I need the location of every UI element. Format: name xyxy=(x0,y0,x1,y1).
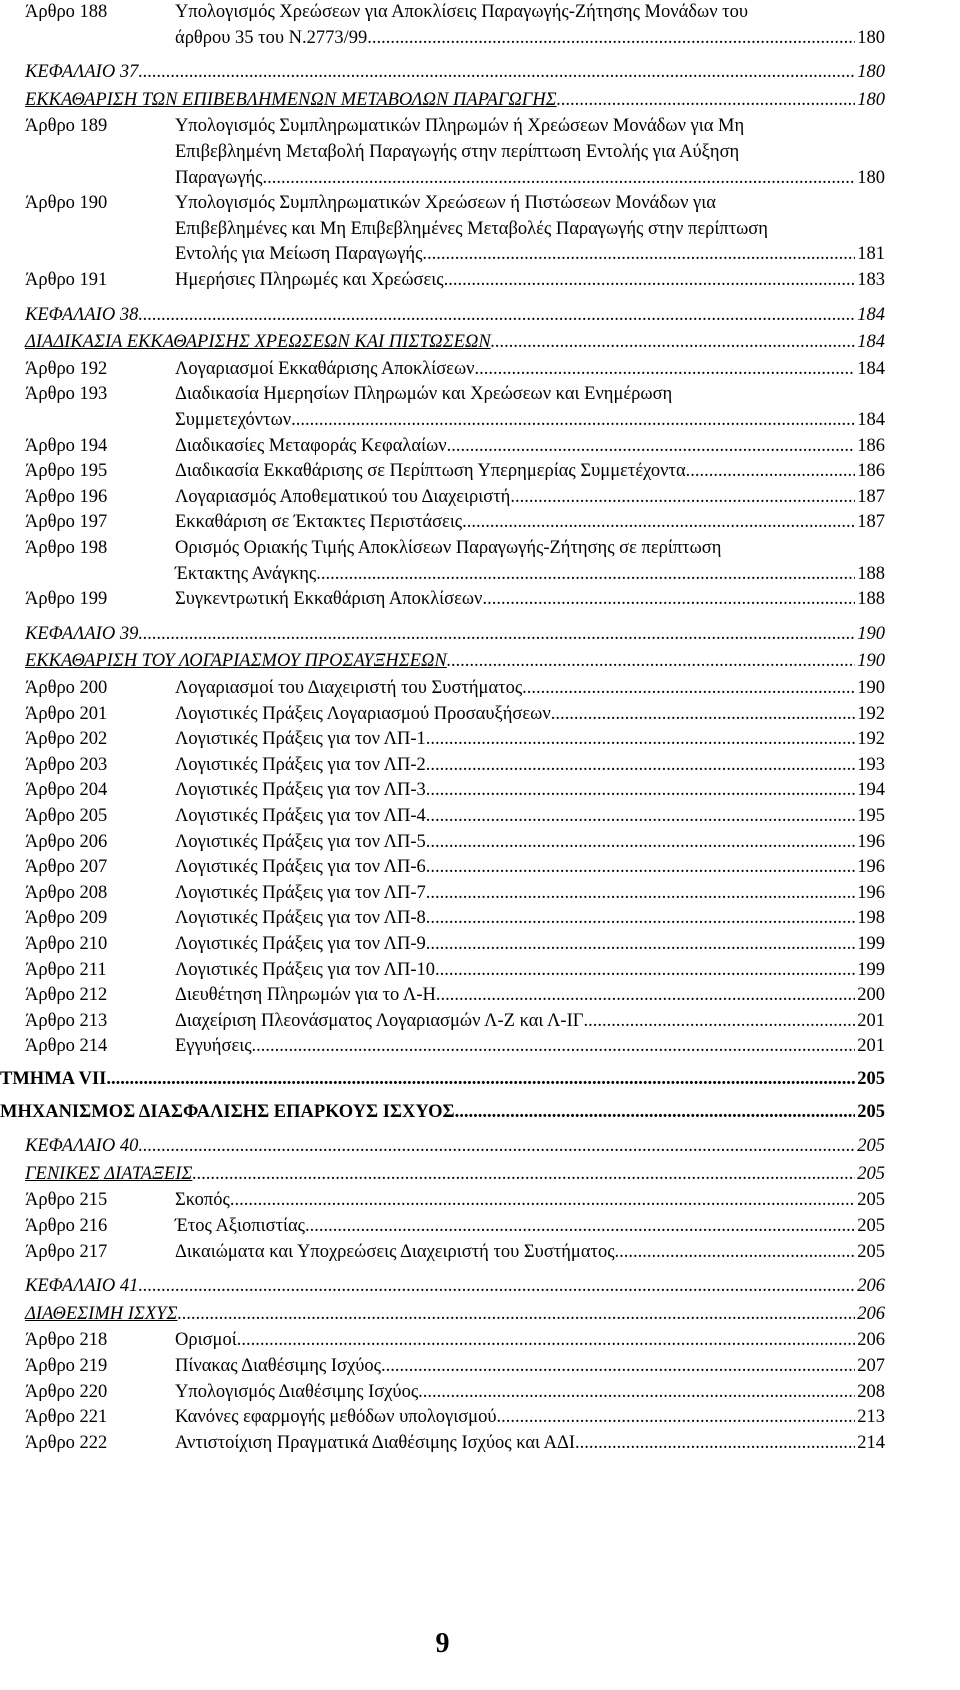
article-number: Άρθρο 212 xyxy=(25,985,108,1006)
dot-leader xyxy=(426,830,855,855)
entry-page-number: 196 xyxy=(857,882,885,903)
entry-leader-line xyxy=(175,855,885,880)
article-number: Άρθρο 208 xyxy=(25,882,108,903)
entry-page-number: 180 xyxy=(857,62,885,83)
article-number: Άρθρο 222 xyxy=(25,1432,108,1453)
entry-leader-line xyxy=(175,881,885,906)
entry-leader-line xyxy=(175,1214,885,1239)
dot-leader xyxy=(426,804,855,829)
dot-leader xyxy=(491,330,856,355)
entry-leader-line xyxy=(25,622,885,647)
entry-page-number: 190 xyxy=(857,623,885,644)
entry-page-number: 188 xyxy=(857,563,885,584)
entry-page-number: 196 xyxy=(857,857,885,878)
dot-leader xyxy=(252,1034,856,1059)
entry-title: ΤΜΗΜΑ VII xyxy=(0,1069,107,1089)
entry-title: Λογιστικές Πράξεις για τον ΛΠ-1 xyxy=(175,729,426,750)
entry-title: ΚΕΦΑΛΑΙΟ 39. xyxy=(25,623,143,644)
entry-page-number: 180 xyxy=(857,167,885,188)
entry-leader-line xyxy=(175,434,885,459)
entry-title: Κανόνες εφαρμογής μεθόδων υπολογισμού xyxy=(175,1407,497,1428)
entry-page-number: 205 xyxy=(857,1241,885,1262)
entry-title: Παραγωγής xyxy=(175,167,263,188)
dot-leader xyxy=(237,1328,856,1353)
entry-title-line: Διαδικασία Ημερησίων Πληρωμών και Χρεώσεων και Ενημέρωση xyxy=(175,384,673,405)
entry-page-number: 195 xyxy=(857,806,885,826)
article-number: Άρθρο 199 xyxy=(25,589,108,610)
entry-page-number: 180 xyxy=(857,89,885,110)
entry-title: Λογιστικές Πράξεις Λογαριασμού Προσαυξήσεων xyxy=(175,703,551,724)
entry-title: Λογιστικές Πράξεις για τον ΛΠ-6 xyxy=(175,857,426,878)
dot-leader xyxy=(557,88,856,113)
article-number: Άρθρο 205 xyxy=(25,806,108,826)
entry-leader-line xyxy=(25,88,885,113)
entry-page-number: 205 xyxy=(857,1136,885,1157)
dot-leader xyxy=(551,702,856,727)
entry-page-number: 184 xyxy=(857,304,885,325)
entry-page-number: 184 xyxy=(857,358,885,379)
article-number: Άρθρο 197 xyxy=(25,512,108,533)
entry-title: Έκτακτης Ανάγκης xyxy=(175,563,317,584)
dot-leader xyxy=(192,1162,855,1187)
article-number: Άρθρο 219 xyxy=(25,1356,108,1376)
entry-leader-line xyxy=(175,166,885,191)
entry-title: Λογαριασμοί του Διαχειριστή του Συστήματος xyxy=(175,678,523,698)
entry-page-number: 205 xyxy=(857,1069,885,1089)
entry-title: ΕΚΚΑΘΑΡΙΣΗ ΤΩΝ ΕΠΙΒΕΒΛΗΜΕΝΩΝ ΜΕΤΑΒΟΛΩΝ ΠΑΡΑΓΩΓΗΣ xyxy=(25,89,557,110)
entry-leader-line xyxy=(25,303,885,328)
entry-leader-line xyxy=(175,727,885,752)
article-number: Άρθρο 191 xyxy=(25,270,108,290)
article-number: Άρθρο 210 xyxy=(25,934,108,954)
entry-page-number: 208 xyxy=(857,1381,885,1402)
entry-title: ΕΚΚΑΘΑΡΙΣΗ ΤΟΥ ΛΟΓΑΡΙΑΣΜΟΥ ΠΡΟΣΑΥΞΗΣΕΩΝ xyxy=(25,651,447,672)
entry-page-number: 213 xyxy=(857,1407,885,1428)
entry-leader-line xyxy=(175,562,885,587)
entry-leader-line xyxy=(175,1009,885,1034)
entry-title: Λογιστικές Πράξεις για τον ΛΠ-9 xyxy=(175,934,426,954)
entry-page-number: 205 xyxy=(857,1190,885,1211)
entry-title: Διαχείριση Πλεονάσματος Λογαριασμών Λ-Ζ και Λ-ΙΓ xyxy=(175,1010,584,1031)
entry-page-number: 206 xyxy=(857,1276,885,1297)
dot-leader xyxy=(436,983,855,1008)
entry-title: Πίνακας Διαθέσιμης Ισχύος xyxy=(175,1356,381,1376)
entry-page-number: 205 xyxy=(857,1216,885,1236)
dot-leader xyxy=(444,268,856,293)
dot-leader xyxy=(177,1302,855,1327)
article-number: Άρθρο 218 xyxy=(25,1330,108,1351)
article-number: Άρθρο 207 xyxy=(25,857,108,878)
dot-leader xyxy=(426,881,855,906)
dot-leader xyxy=(316,562,855,587)
entry-leader-line xyxy=(0,1100,885,1125)
entry-title: Αντιστοίχιση Πραγματικά Διαθέσιμης Ισχύος και ΑΔΙ xyxy=(175,1432,576,1453)
article-number: Άρθρο 216 xyxy=(25,1216,108,1236)
dot-leader xyxy=(475,357,856,382)
entry-leader-line xyxy=(175,830,885,855)
entry-page-number: 199 xyxy=(857,959,885,980)
article-number: Άρθρο 190 xyxy=(25,193,108,214)
entry-title: Έτος Αξιοπιστίας xyxy=(175,1216,306,1236)
entry-page-number: 187 xyxy=(857,486,885,507)
entry-title: ΜΗΧΑΝΙΣΜΟΣ ΔΙΑΣΦΑΛΙΣΗΣ ΕΠΑΡΚΟΥΣ ΙΣΧΥΟΣ xyxy=(0,1101,455,1122)
entry-leader-line xyxy=(0,1067,885,1092)
entry-leader-line xyxy=(175,1354,885,1379)
page-number: 9 xyxy=(435,1628,450,1659)
article-number: Άρθρο 201 xyxy=(25,703,108,724)
entry-leader-line xyxy=(25,1302,885,1327)
article-number: Άρθρο 215 xyxy=(25,1190,108,1211)
entry-page-number: 192 xyxy=(857,703,885,724)
entry-leader-line xyxy=(175,958,885,983)
entry-leader-line xyxy=(25,60,885,85)
dot-leader xyxy=(230,1188,855,1213)
entry-page-number: 181 xyxy=(857,244,885,265)
entry-leader-line xyxy=(175,26,885,51)
entry-leader-line xyxy=(25,649,885,674)
entry-page-number: 184 xyxy=(857,332,885,353)
article-number: Άρθρο 214 xyxy=(25,1036,108,1057)
entry-title: Διευθέτηση Πληρωμών για το Λ-Η xyxy=(175,985,436,1006)
entry-leader-line xyxy=(175,459,885,484)
dot-leader xyxy=(426,727,855,752)
entry-title: Λογιστικές Πράξεις για τον ΛΠ-10 xyxy=(175,959,436,980)
entry-page-number: 201 xyxy=(857,1010,885,1031)
article-number: Άρθρο 204 xyxy=(25,780,108,801)
entry-title: Εντολής για Μείωση Παραγωγής xyxy=(175,244,423,265)
entry-leader-line xyxy=(175,485,885,510)
article-number: Άρθρο 196 xyxy=(25,486,108,507)
entry-leader-line xyxy=(175,1431,885,1456)
entry-title: Συγκεντρωτική Εκκαθάριση Αποκλίσεων xyxy=(175,589,483,610)
entry-page-number: 207 xyxy=(857,1356,885,1376)
entry-title: ΚΕΦΑΛΑΙΟ 38. xyxy=(25,304,143,325)
entry-title-line: Υπολογισμός Χρεώσεων για Αποκλίσεις Παραγωγής-Ζήτησης Μονάδων του xyxy=(175,2,749,22)
entry-leader-line xyxy=(175,676,885,701)
entry-title: Δικαιώματα και Υποχρεώσεις Διαχειριστή του Συστήματος xyxy=(175,1241,615,1262)
dot-leader xyxy=(291,408,855,433)
entry-leader-line xyxy=(175,1188,885,1213)
entry-leader-line xyxy=(175,702,885,727)
entry-leader-line xyxy=(25,1162,885,1187)
dot-leader xyxy=(381,1354,855,1379)
entry-page-number: 193 xyxy=(857,754,885,775)
entry-title-line: Επιβεβλημένη Μεταβολή Παραγωγής στην περίπτωση Εντολής για Αύξηση xyxy=(175,141,740,162)
article-number: Άρθρο 193 xyxy=(25,384,108,405)
article-number: Άρθρο 188 xyxy=(25,2,108,22)
dot-leader xyxy=(686,459,856,484)
dot-leader xyxy=(426,753,855,778)
article-number: Άρθρο 220 xyxy=(25,1381,108,1402)
dot-leader xyxy=(143,622,855,647)
entry-page-number: 183 xyxy=(857,270,885,290)
article-number: Άρθρο 192 xyxy=(25,358,108,379)
entry-leader-line xyxy=(25,1274,885,1299)
article-number: Άρθρο 217 xyxy=(25,1241,108,1262)
entry-leader-line xyxy=(175,906,885,931)
dot-leader xyxy=(305,1214,855,1239)
entry-page-number: 188 xyxy=(857,589,885,610)
article-number: Άρθρο 209 xyxy=(25,908,108,929)
dot-leader xyxy=(615,1240,856,1265)
entry-page-number: 186 xyxy=(857,461,885,482)
entry-title: ΚΕΦΑΛΑΙΟ 37. xyxy=(25,62,143,83)
dot-leader xyxy=(426,855,855,880)
dot-leader xyxy=(143,1134,855,1159)
entry-page-number: 180 xyxy=(857,27,885,48)
dot-leader xyxy=(422,242,855,267)
entry-title: ΚΕΦΑΛΑΙΟ 41. xyxy=(25,1276,143,1297)
entry-page-number: 206 xyxy=(857,1330,885,1351)
entry-page-number: 199 xyxy=(857,934,885,954)
entry-title: Λογιστικές Πράξεις για τον ΛΠ-5 xyxy=(175,831,426,852)
entry-title-line: Επιβεβλημένες και Μη Επιβεβλημένες Μεταβολές Παραγωγής στην περίπτωση xyxy=(175,218,768,239)
entry-page-number: 201 xyxy=(857,1036,885,1057)
entry-title-line: Υπολογισμός Συμπληρωματικών Χρεώσεων ή Πιστώσεων Μονάδων για xyxy=(175,193,716,214)
entry-page-number: 184 xyxy=(857,409,885,430)
dot-leader xyxy=(435,958,855,983)
entry-title: ΔΙΑΘΕΣΙΜΗ ΙΣΧΥΣ xyxy=(25,1303,178,1324)
article-number: Άρθρο 189 xyxy=(25,116,108,137)
entry-title: Λογιστικές Πράξεις για τον ΛΠ-7 xyxy=(175,882,426,903)
dot-leader xyxy=(482,587,855,612)
entry-title: Λογαριασμοί Εκκαθάρισης Αποκλίσεων xyxy=(175,358,475,379)
dot-leader xyxy=(447,434,856,459)
entry-page-number: 205 xyxy=(857,1101,885,1122)
entry-leader-line xyxy=(175,1405,885,1430)
entry-page-number: 206 xyxy=(857,1303,885,1324)
entry-title-line: Ορισμός Οριακής Τιμής Αποκλίσεων Παραγωγής-Ζήτησης σε περίπτωση xyxy=(175,538,722,558)
dot-leader xyxy=(583,1009,855,1034)
article-number: Άρθρο 200 xyxy=(25,678,108,698)
entry-page-number: 192 xyxy=(857,729,885,750)
entry-leader-line xyxy=(175,1380,885,1405)
entry-leader-line xyxy=(175,510,885,535)
dot-leader xyxy=(143,60,855,85)
entry-page-number: 186 xyxy=(857,435,885,456)
entry-page-number: 214 xyxy=(857,1432,885,1453)
entry-page-number: 190 xyxy=(857,678,885,698)
entry-leader-line xyxy=(175,778,885,803)
dot-leader xyxy=(143,303,855,328)
entry-page-number: 190 xyxy=(857,651,885,672)
entry-page-number: 187 xyxy=(857,512,885,533)
entry-title: Εκκαθάριση σε Έκτακτες Περιστάσεις xyxy=(175,512,463,533)
dot-leader xyxy=(426,932,855,957)
dot-leader xyxy=(143,1274,855,1299)
article-number: Άρθρο 203 xyxy=(25,754,108,775)
entry-title: Διαδικασία Εκκαθάρισης σε Περίπτωση Υπερημερίας Συμμετέχοντα xyxy=(175,461,686,482)
article-number: Άρθρο 194 xyxy=(25,435,108,456)
entry-title: Συμμετεχόντων xyxy=(175,409,292,430)
entry-leader-line xyxy=(175,932,885,957)
dot-leader xyxy=(447,649,855,674)
article-number: Άρθρο 211 xyxy=(25,959,107,980)
entry-leader-line xyxy=(175,804,885,829)
entry-leader-line xyxy=(175,753,885,778)
entry-page-number: 205 xyxy=(857,1163,885,1184)
dot-leader xyxy=(522,676,855,701)
entry-leader-line xyxy=(175,357,885,382)
entry-leader-line xyxy=(175,1034,885,1059)
entry-title: Διαδικασίες Μεταφοράς Κεφαλαίων xyxy=(175,435,447,456)
entry-leader-line xyxy=(25,330,885,355)
dot-leader xyxy=(418,1380,855,1405)
dot-leader xyxy=(497,1405,856,1430)
entry-leader-line xyxy=(175,1328,885,1353)
dot-leader xyxy=(575,1431,855,1456)
entry-leader-line xyxy=(175,408,885,433)
entry-leader-line xyxy=(175,242,885,267)
entry-title: Εγγυήσεις xyxy=(175,1036,252,1057)
entry-page-number: 194 xyxy=(857,780,885,801)
entry-title: Ημερήσιες Πληρωμές και Χρεώσεις xyxy=(175,270,444,290)
entry-page-number: 198 xyxy=(857,908,885,929)
dot-leader xyxy=(510,485,855,510)
entry-title: ΔΙΑΔΙΚΑΣΙΑ ΕΚΚΑΘΑΡΙΣΗΣ ΧΡΕΩΣΕΩΝ ΚΑΙ ΠΙΣΤΩΣΕΩΝ xyxy=(25,332,491,353)
entry-leader-line xyxy=(175,1240,885,1265)
entry-leader-line xyxy=(175,983,885,1008)
article-number: Άρθρο 221 xyxy=(25,1407,108,1428)
article-number: Άρθρο 206 xyxy=(25,831,108,852)
entry-leader-line xyxy=(175,268,885,293)
entry-leader-line xyxy=(25,1134,885,1159)
dot-leader xyxy=(426,778,855,803)
entry-page-number: 200 xyxy=(857,985,885,1006)
article-number: Άρθρο 195 xyxy=(25,461,108,482)
dot-leader xyxy=(426,906,855,931)
entry-title: Λογιστικές Πράξεις για τον ΛΠ-2 xyxy=(175,754,426,775)
entry-title: άρθρου 35 του Ν.2773/99 xyxy=(175,27,368,48)
dot-leader xyxy=(455,1100,856,1125)
entry-title: ΓΕΝΙΚΕΣ ΔΙΑΤΑΞΕΙΣ xyxy=(25,1163,193,1184)
entry-title: Λογαριασμός Αποθεματικού του Διαχειριστή xyxy=(175,486,511,507)
entry-title: Λογιστικές Πράξεις για τον ΛΠ-8 xyxy=(175,908,426,929)
entry-title: Λογιστικές Πράξεις για τον ΛΠ-3 xyxy=(175,780,426,801)
entry-title: Λογιστικές Πράξεις για τον ΛΠ-4 xyxy=(175,806,426,826)
entry-title-line: Υπολογισμός Συμπληρωματικών Πληρωμών ή Χρεώσεων Μονάδων για Μη xyxy=(175,116,745,137)
dot-leader xyxy=(263,166,856,191)
dot-leader xyxy=(367,26,855,51)
dot-leader xyxy=(106,1067,855,1092)
entry-title: ΚΕΦΑΛΑΙΟ 40. xyxy=(25,1136,143,1157)
entry-title: Υπολογισμός Διαθέσιμης Ισχύος xyxy=(175,1381,419,1402)
entry-leader-line xyxy=(175,587,885,612)
dot-leader xyxy=(462,510,855,535)
entry-title: Σκοπός xyxy=(175,1190,230,1211)
article-number: Άρθρο 202 xyxy=(25,729,108,750)
entry-title: Ορισμοί xyxy=(175,1330,237,1351)
entry-page-number: 196 xyxy=(857,831,885,852)
article-number: Άρθρο 213 xyxy=(25,1010,108,1031)
article-number: Άρθρο 198 xyxy=(25,538,108,558)
